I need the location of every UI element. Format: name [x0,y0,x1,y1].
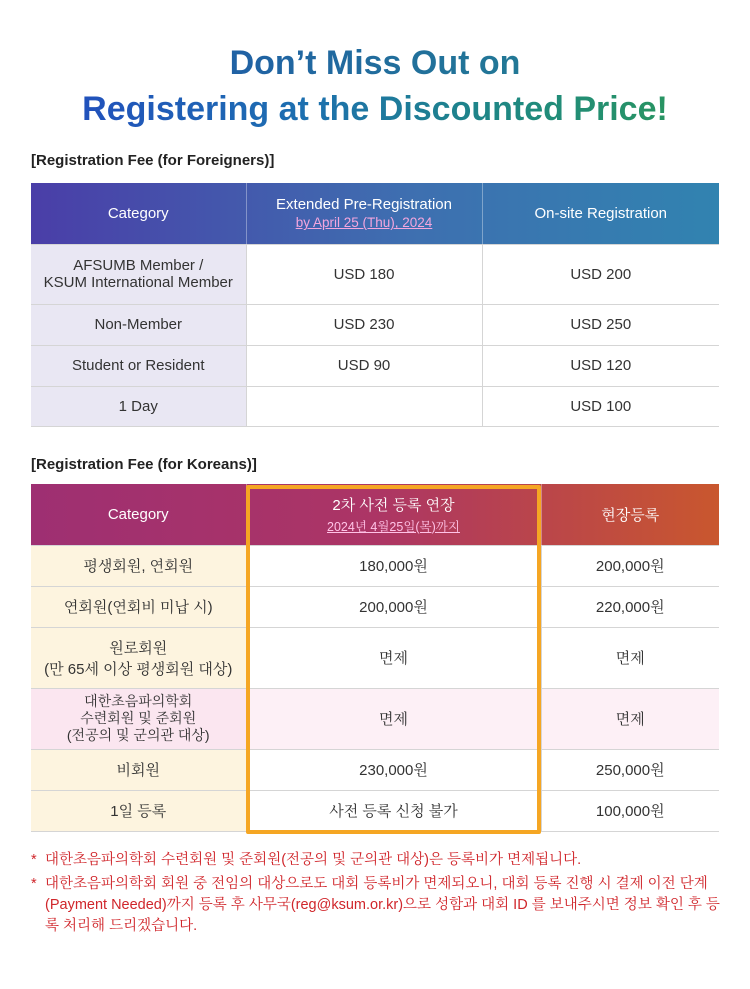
pre-fee: USD 180 [246,244,482,304]
foreigners-fee-table [31,183,719,427]
pre-deadline-link[interactable]: by April 25 (Thu), 2024 [295,215,433,231]
table-header-row [31,183,719,244]
table-header-row [31,484,719,545]
pre-deadline-link[interactable]: 2024년 4월25일(목)까지 [327,519,460,534]
row-category: Student or Resident [31,345,246,386]
header-onsite: On-site Registration [482,183,719,244]
table-row [31,688,719,749]
row-category: 비회원 [31,749,246,790]
koreans-fee-table [31,484,719,832]
row-category: Non-Member [31,304,246,345]
onsite-fee: USD 100 [482,386,719,426]
header-onsite: 현장등록 [541,484,719,545]
headline-line-1: Don’t Miss Out on [0,40,750,86]
note-item [31,874,721,937]
koreans-section-title: [Registration Fee (for Koreans)] [31,456,257,473]
table-row [31,304,719,345]
onsite-fee: USD 120 [482,345,719,386]
row-category: 1일 등록 [31,790,246,831]
table-row [31,586,719,627]
onsite-fee: 250,000원 [541,749,719,790]
foreigners-section-title: [Registration Fee (for Foreigners)] [31,152,275,169]
note-item [31,850,721,871]
note-text: 대한초음파의학회 회원 중 전임의 대상으로도 대회 등록비가 면제되오니, 대회 등록 진행 시 결제 이전 단계(Payment Needed)까지 등록 후 사무국(reg@ksum.or.kr)으로 성함과 대회 ID 를 보내주시면 정보 확인 후 등록 처리해 드리겠습니다. [45,876,720,934]
category-line: KSUM International Member [43,274,233,291]
onsite-fee: 220,000원 [541,586,719,627]
row-category [31,688,246,749]
pre-fee: 200,000원 [246,586,541,627]
pre-fee: 면제 [246,627,541,688]
row-category: 연회원(연회비 미납 시) [31,586,246,627]
pre-fee: USD 230 [246,304,482,345]
onsite-fee: 200,000원 [541,545,719,586]
row-category: 1 Day [31,386,246,426]
category-line: 수련회원 및 준회원 [80,710,197,726]
category-line: (만 65세 이상 평생회원 대상) [44,660,233,678]
onsite-fee: 면제 [541,627,719,688]
category-line: AFSUMB Member / [73,257,204,274]
table-row [31,386,719,426]
header-pre-registration [246,484,541,545]
onsite-fee: 면제 [541,688,719,749]
pre-fee: 사전 등록 신청 불가 [246,790,541,831]
table-row [31,627,719,688]
asterisk-marker: * [31,876,37,892]
table-row [31,345,719,386]
pre-fee [246,386,482,426]
pre-fee: 180,000원 [246,545,541,586]
onsite-fee: USD 250 [482,304,719,345]
category-line: (전공의 및 군의관 대상) [66,727,210,743]
onsite-fee: USD 200 [482,244,719,304]
pre-fee: USD 90 [246,345,482,386]
pre-fee: 230,000원 [246,749,541,790]
onsite-fee: 100,000원 [541,790,719,831]
pre-fee: 면제 [246,688,541,749]
promo-headline [0,40,750,132]
asterisk-marker: * [31,852,37,868]
header-pre-label: 2차 사전 등록 연장 [332,496,455,514]
table-row [31,749,719,790]
notes-list [31,850,721,940]
row-category [31,244,246,304]
table-row [31,244,719,304]
table-row [31,545,719,586]
category-line: 원로회원 [109,639,168,657]
row-category [31,627,246,688]
headline-line-2: Registering at the Discounted Price! [0,86,750,132]
header-category: Category [31,183,246,244]
header-category: Category [31,484,246,545]
table-row [31,790,719,831]
row-category: 평생회원, 연회원 [31,545,246,586]
header-pre-registration [246,183,482,244]
category-line: 대한초음파의학회 [84,693,193,709]
header-pre-label: Extended Pre-Registration [276,196,452,214]
note-text: 대한초음파의학회 수련회원 및 준회원(전공의 및 군의관 대상)은 등록비가 면제됩니다. [45,852,582,868]
